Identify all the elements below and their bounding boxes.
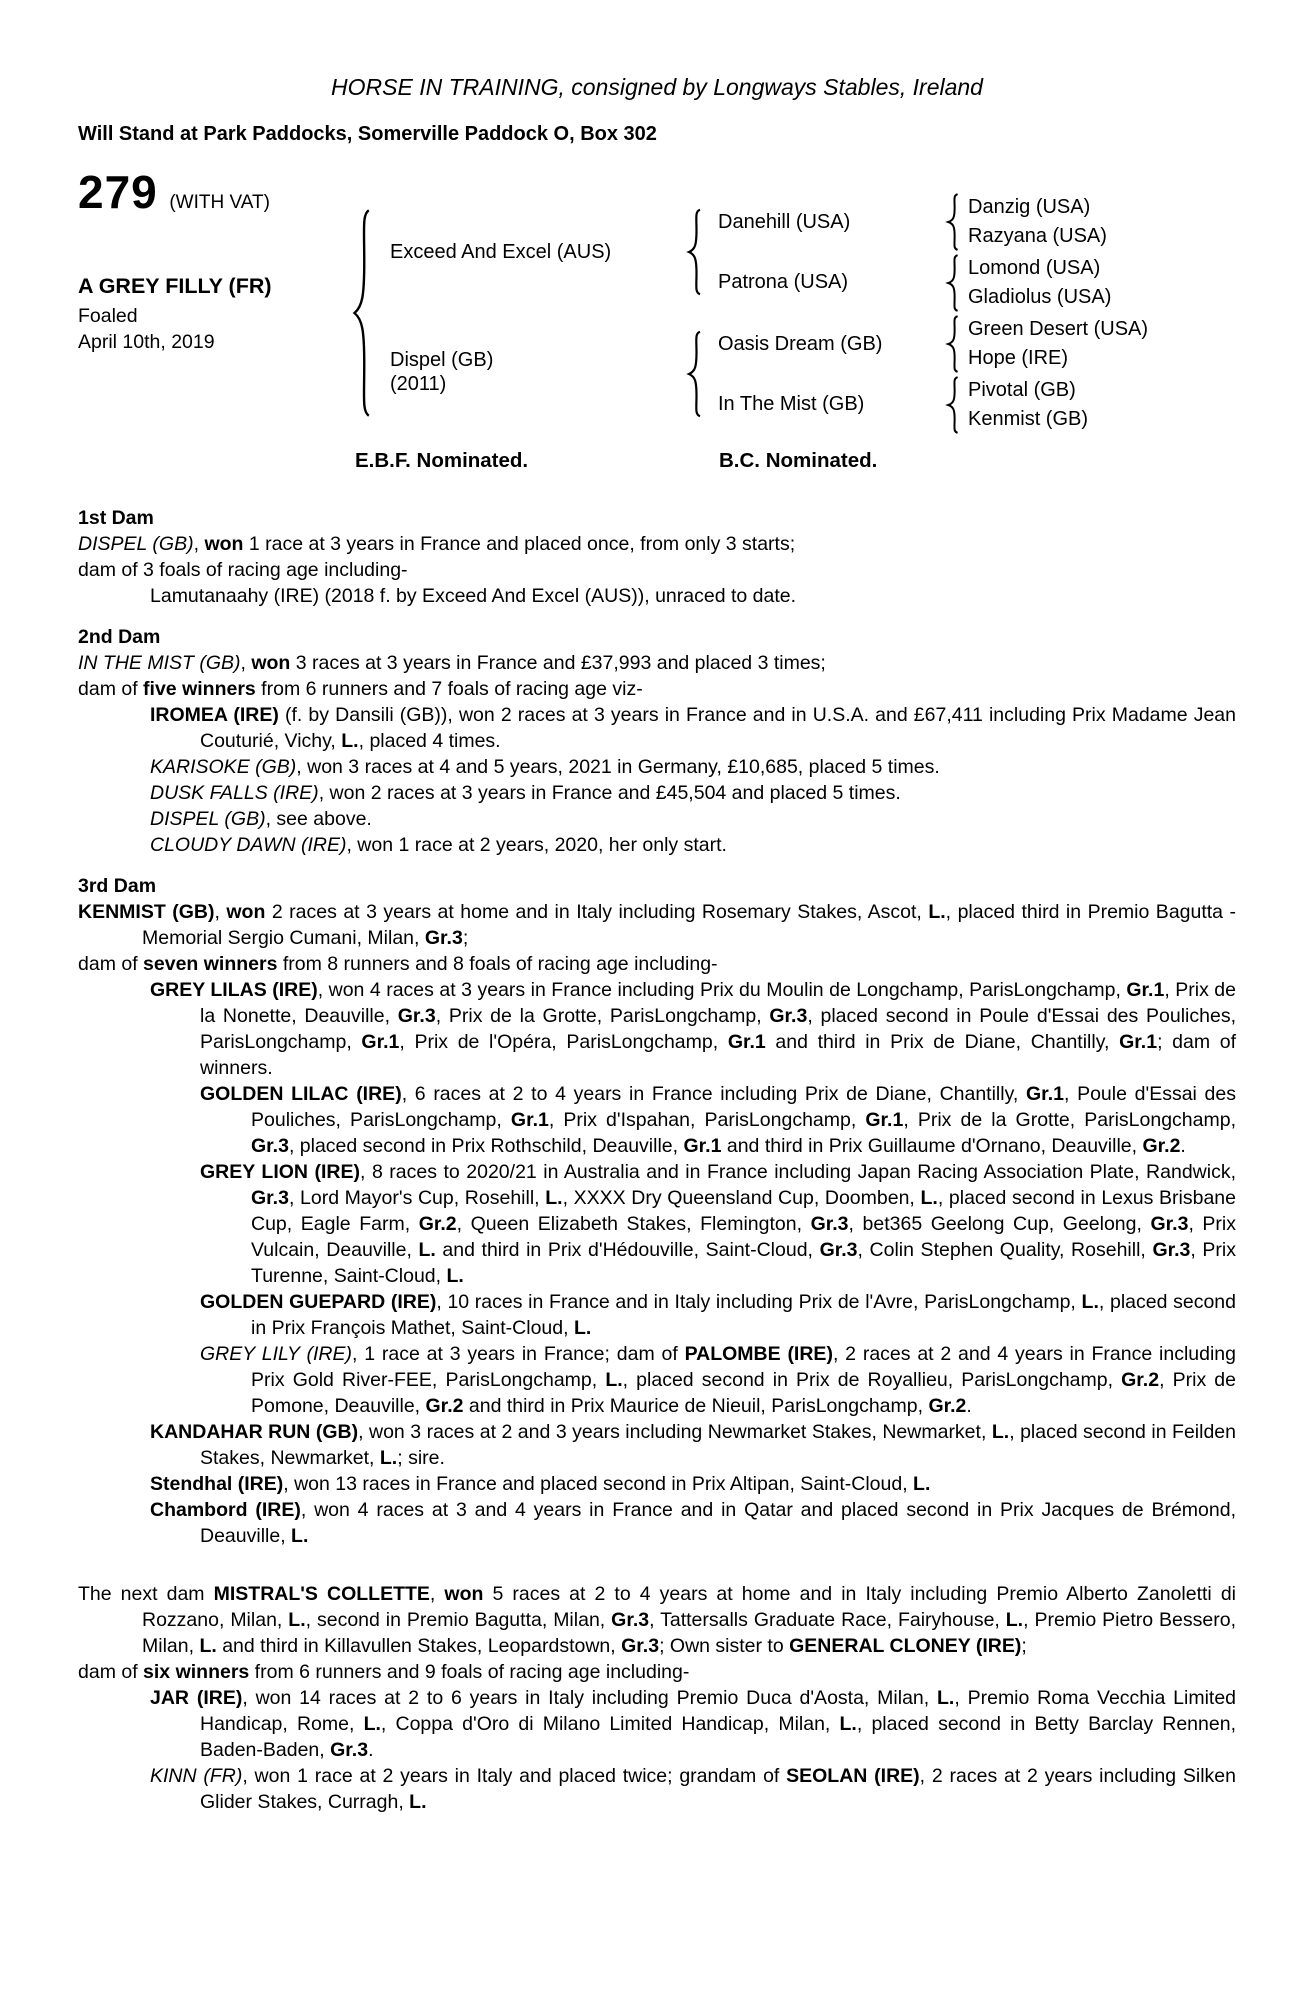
pedigree-text-paragraph: IROMEA (IRE) (f. by Dansili (GB)), won 2 races at 3 years in France and in U.S.A. and £67,411 including Prix Madame Jean Couturié, Vichy, L., placed 4 times. [150,704,1236,752]
nomination-row [78,449,1236,475]
vat-note: (WITH VAT) [169,192,270,213]
pedigree-text-paragraph: GREY LILAS (IRE), won 4 races at 3 years in France including Prix du Moulin de Longchamp, ParisLongchamp, Gr.1, Prix de la Nonette, Deauville, Gr.3, Prix de la Grotte, ParisLongchamp, Gr.3, placed second in Poule d'Essai des Pouliches, ParisLongchamp, Gr.1, Prix de l'Opéra, ParisLongchamp, Gr.1 and third in Prix de Diane, Chantilly, Gr.1; dam of winners. [150,979,1237,1079]
grandparents-brace [944,193,961,251]
pedigree-text-paragraph: GREY LILY (IRE), 1 race at 3 years in France; dam of PALOMBE (IRE), 2 races at 2 and 4 years in France including Prix Gold River-FEE, ParisLongchamp, L., placed second in Prix de Royallieu, ParisLongchamp, Gr.2, Prix de Pomone, Deauville, Gr.2 and third in Prix Maurice de Nieuil, ParisLongchamp, Gr.2. [200,1343,1236,1417]
pedigree-ancestor: Lomond (USA) [968,257,1101,279]
stand-location-line: Will Stand at Park Paddocks, Somerville Paddock O, Box 302 [78,123,657,145]
grandparents-brace [944,376,961,434]
pedigree-text-paragraph: DISPEL (GB), won 1 race at 3 years in France and placed once, from only 3 starts; [78,533,796,555]
pedigree-ancestor: Hope (IRE) [968,347,1069,369]
pedigree-granddam: In The Mist (GB) [718,393,865,415]
pedigree-text-paragraph: KINN (FR), won 1 race at 2 years in Italy and placed twice; grandam of SEOLAN (IRE), 2 races at 2 years including Silken Glider Stakes, Curragh, L. [150,1765,1236,1813]
pedigree-ancestor: Danzig (USA) [968,196,1091,218]
pedigree-table [78,166,1236,435]
pedigree-text-paragraph: The next dam MISTRAL'S COLLETTE, won 5 races at 2 to 4 years at home and in Italy including Premio Alberto Zanoletti di Rozzano, Milan, L., second in Premio Bagutta, Milan, Gr.3, Tattersalls Graduate Race, Fairyhouse, L., Premio Pietro Bessero, Milan, L. and third in Killavullen Stakes, Leopardstown, Gr.3; Own sister to GENERAL CLONEY (IRE); [78,1583,1236,1657]
pedigree-text-paragraph: KANDAHAR RUN (GB), won 3 races at 2 and 3 years including Newmarket Stakes, Newmarket, L., placed second in Feilden Stakes, Newmarket, L.; sire. [150,1421,1236,1469]
sire-parents-brace [684,208,704,296]
pedigree-text-paragraph: dam of five winners from 6 runners and 7 foals of racing age viz- [78,678,643,700]
pedigree-dam [390,348,493,396]
foaled-label: Foaled [78,305,138,327]
pedigree-dam-name: Dispel (GB) [390,349,494,371]
pedigree-ancestor: Pivotal (GB) [968,379,1076,401]
pedigree-text-paragraph: KENMIST (GB), won 2 races at 3 years at home and in Italy including Rosemary Stakes, Ascot, L., placed third in Premio Bagutta - Memorial Sergio Cumani, Milan, Gr.3; [78,901,1237,949]
catalogue-body [78,505,1236,1815]
pedigree-ancestor: Green Desert (USA) [968,318,1149,340]
pedigree-text-paragraph: CLOUDY DAWN (IRE), won 1 race at 2 years, 2020, her only start. [150,834,727,856]
pedigree-text-paragraph: DISPEL (GB), see above. [150,808,372,830]
pedigree-text-paragraph: dam of six winners from 6 runners and 9 foals of racing age including- [78,1661,690,1683]
dam-section-heading: 2nd Dam [78,626,161,648]
pedigree-sire: Exceed And Excel (AUS) [390,241,612,263]
horse-name: A GREY FILLY (FR) [78,274,272,298]
pedigree-text-paragraph: GOLDEN LILAC (IRE), 6 races at 2 to 4 years in France including Prix de Diane, Chantilly, Gr.1, Poule d'Essai des Pouliches, ParisLongchamp, Gr.1, Prix d'Ispahan, ParisLongchamp, Gr.1, Prix de la Grotte, ParisLongchamp, Gr.3, placed second in Prix Rothschild, Deauville, Gr.1 and third in Prix Guillaume d'Ornano, Deauville, Gr.2. [200,1083,1236,1157]
foaled-date: April 10th, 2019 [78,331,215,353]
pedigree-text-paragraph: Stendhal (IRE), won 13 races in France and placed second in Prix Altipan, Saint-Cloud, L. [150,1473,931,1495]
grandparents-brace [944,315,961,373]
pedigree-ancestor: Razyana (USA) [968,225,1107,247]
sire-dam-brace [348,206,374,420]
pedigree-text-paragraph: dam of 3 foals of racing age including- [78,559,408,581]
pedigree-text-paragraph: KARISOKE (GB), won 3 races at 4 and 5 years, 2021 in Germany, £10,685, placed 5 times. [150,756,940,778]
lot-line [78,166,270,218]
pedigree-ancestor: Gladiolus (USA) [968,286,1112,308]
dam-section-heading: 1st Dam [78,507,154,529]
pedigree-text-paragraph: dam of seven winners from 8 runners and 8 foals of racing age including- [78,953,718,975]
page-title: HORSE IN TRAINING, consigned by Longways Stables, Ireland [331,74,983,100]
pedigree-text-paragraph: Chambord (IRE), won 4 races at 3 and 4 years in France and in Qatar and placed second in Prix Jacques de Brémond, Deauville, L. [150,1499,1236,1547]
pedigree-text-paragraph: Lamutanaahy (IRE) (2018 f. by Exceed And Excel (AUS)), unraced to date. [150,585,797,607]
bc-nominated-note: B.C. Nominated. [719,449,878,472]
pedigree-text-paragraph: GREY LION (IRE), 8 races to 2020/21 in Australia and in France including Japan Racing Association Plate, Randwick, Gr.3, Lord Mayor's Cup, Rosehill, L., XXXX Dry Queensland Cup, Doomben, L., placed second in Lexus Brisbane Cup, Eagle Farm, Gr.2, Queen Elizabeth Stakes, Flemington, Gr.3, bet365 Geelong Cup, Geelong, Gr.3, Prix Vulcain, Deauville, L. and third in Prix d'Hédouville, Saint-Cloud, Gr.3, Colin Stephen Quality, Rosehill, Gr.3, Prix Turenne, Saint-Cloud, L. [200,1161,1237,1287]
pedigree-text-paragraph: JAR (IRE), won 14 races at 2 to 6 years in Italy including Premio Duca d'Aosta, Milan, L., Premio Roma Vecchia Limited Handicap, Rome, L., Coppa d'Oro di Milano Limited Handicap, Milan, L., placed second in Betty Barclay Rennen, Baden-Baden, Gr.3. [150,1687,1237,1761]
lot-number: 279 [78,166,158,218]
pedigree-granddam: Patrona (USA) [718,271,849,293]
pedigree-grandsire: Oasis Dream (GB) [718,333,883,355]
pedigree-text-paragraph: GOLDEN GUEPARD (IRE), 10 races in France and in Italy including Prix de l'Avre, ParisLongchamp, L., placed second in Prix François Mathet, Saint-Cloud, L. [200,1291,1236,1339]
pedigree-dam-year: (2011) [390,373,447,395]
ebf-nominated-note: E.B.F. Nominated. [355,449,529,472]
pedigree-text-paragraph: DUSK FALLS (IRE), won 2 races at 3 years in France and £45,504 and placed 5 times. [150,782,901,804]
dam-parents-brace [684,330,704,418]
grandparents-brace [944,254,961,312]
dam-section-heading: 3rd Dam [78,875,157,897]
pedigree-ancestor: Kenmist (GB) [968,408,1089,430]
pedigree-grandsire: Danehill (USA) [718,211,851,233]
pedigree-text-paragraph: IN THE MIST (GB), won 3 races at 3 years in France and £37,993 and placed 3 times; [78,652,826,674]
